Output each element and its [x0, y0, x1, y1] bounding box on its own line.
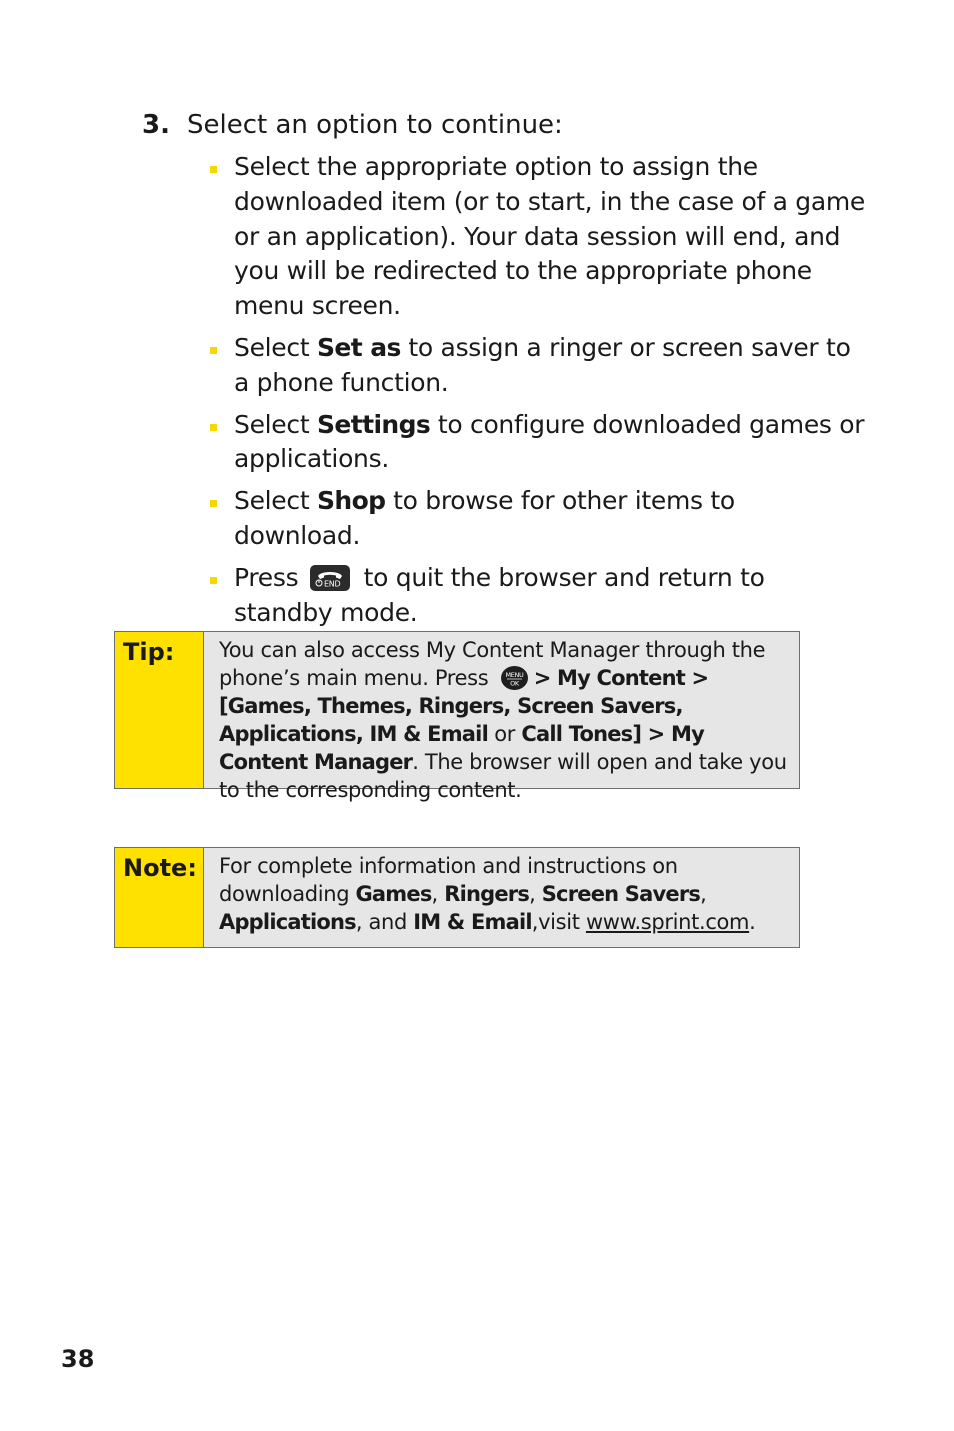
bullet-square-icon [210, 500, 217, 507]
note-content: For complete information and instructions on downloading Games, Ringers, Screen Savers, Applications, and IM & Email,visit www.sprint.com. [219, 854, 756, 934]
settings-term: Settings [316, 409, 431, 439]
tip-menu-path: > My Content > [Games, Themes, Ringers, Screen Savers, Applications, IM & Email [219, 666, 709, 746]
option-list [208, 150, 868, 637]
menu-ok-key-icon [501, 666, 528, 690]
step-number: 3. [142, 110, 170, 140]
sprint-website-link[interactable]: www.sprint.com [585, 910, 750, 934]
list-item: Select Set as to assign a ringer or screen saver to a phone function. [208, 331, 868, 401]
list-item: Select Settings to configure downloaded games or applications. [208, 408, 868, 478]
end-key-icon [310, 565, 350, 591]
note-box [114, 847, 800, 948]
tip-label: Tip: [115, 632, 204, 788]
page-number: 38 [61, 1345, 95, 1373]
bullet-square-icon [210, 577, 217, 584]
list-item: Press END to quit the browser and return to standby mode. [208, 561, 868, 631]
bullet-square-icon [210, 424, 217, 431]
step-text: Select an option to continue: [187, 110, 563, 140]
tip-box [114, 631, 800, 802]
shop-term: Shop [316, 486, 386, 516]
bullet-square-icon [210, 347, 217, 354]
svg-text:MENU: MENU [505, 671, 524, 679]
bullet-square-icon [210, 166, 217, 173]
svg-text:OK: OK [509, 679, 519, 688]
svg-text:END: END [323, 579, 341, 589]
tip-menu-path-end: Call Tones] > My Content Manager [219, 722, 704, 774]
note-label: Note: [115, 848, 204, 947]
tip-content: You can also access My Content Manager through the phone’s main menu. Press MENU OK > My Content > [Games, Themes, Ringers, Screen Savers, Applications, IM & Email or Call Tones] > My Content Manager. The browser will open and take you to the corresponding content. [219, 638, 787, 802]
list-item: Select the appropriate option to assign the downloaded item (or to start, in the case of a game or an application). Your data session will end, and you will be redirected to the appropriate phone menu screen. [208, 150, 868, 324]
set-as-term: Set as [316, 332, 401, 362]
list-item: Select Shop to browse for other items to download. [208, 484, 868, 554]
